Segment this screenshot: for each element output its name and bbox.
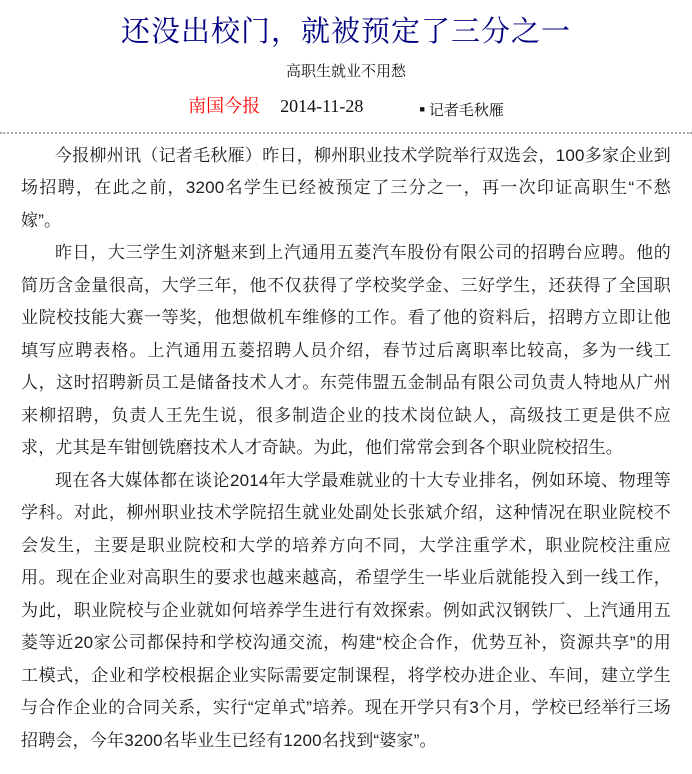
article-subtitle: 高职生就业不用愁 (285, 63, 406, 80)
article-paragraph: 今报柳州讯（记者毛秋雁）昨日，柳州职业技术学院举行双选会，100多家企业到场招聘，在此之前，3200名学生已经被预定了三分之一，再一次印证高职生“不愁嫁”。 (21, 145, 671, 230)
reporter-name: 记者毛秋雁 (428, 102, 504, 119)
article-header (0, 0, 692, 120)
article-body (0, 134, 692, 758)
publish-date: 2014-11-28 (280, 96, 364, 116)
article-title: 还没出校门，就被预定了三分之一 (120, 16, 571, 48)
source-name: 南国今报 (188, 96, 261, 116)
reporter-line (419, 99, 503, 120)
article-paragraph: 昨日，大三学生刘济魁来到上汽通用五菱汽车股份有限公司的招聘台应聘。他的简历含金量很高，大学三年，他不仅获得了学校奖学金、三好学生，还获得了全国职业院校技能大赛一等奖，他想做机车维修的工作。看了他的资料后，招聘方立即让他填写应聘表格。上汽通用五菱招聘人员介绍，春节过后离职率比较高，多为一线工人，这时招聘新员工是储备技术人才。东莞伟盟五金制品有限公司负责人特地从广州来柳招聘，负责人王先生说，很多制造企业的技术岗位缺人，高级技工更是供不应求，尤其是车钳刨铣磨技术人才奇缺。为此，他们常常会到各个职业院校招生。 (21, 243, 671, 457)
article-meta-line (0, 92, 692, 120)
article-paragraph: 现在各大媒体都在谈论2014年大学最难就业的十大专业排名，例如环境、物理等学科。对此，柳州职业技术学院招生就业处副处长张斌介绍，这种情况在职业院校不会发生，主要是职业院校和大学的培养方向不同，大学注重学术，职业院校注重应用。现在企业对高职生的要求也越来越高，希望学生一毕业后就能投入到一线工作，为此，职业院校与企业就如何培养学生进行有效探索。例如武汉钢铁厂、上汽通用五菱等近20家公司都保持和学校沟通交流，构建“校企合作，优势互补，资源共享”的用工模式，企业和学校根据企业实际需要定制课程，将学校办进企业、车间，建立学生与合作企业的合同关系，实行“定单式”培养。现在开学只有3个月，学校已经举行三场招聘会，今年3200名毕业生已经有1200名找到“婆家”。 (21, 470, 671, 750)
square-bullet-icon: ■ (419, 104, 425, 114)
